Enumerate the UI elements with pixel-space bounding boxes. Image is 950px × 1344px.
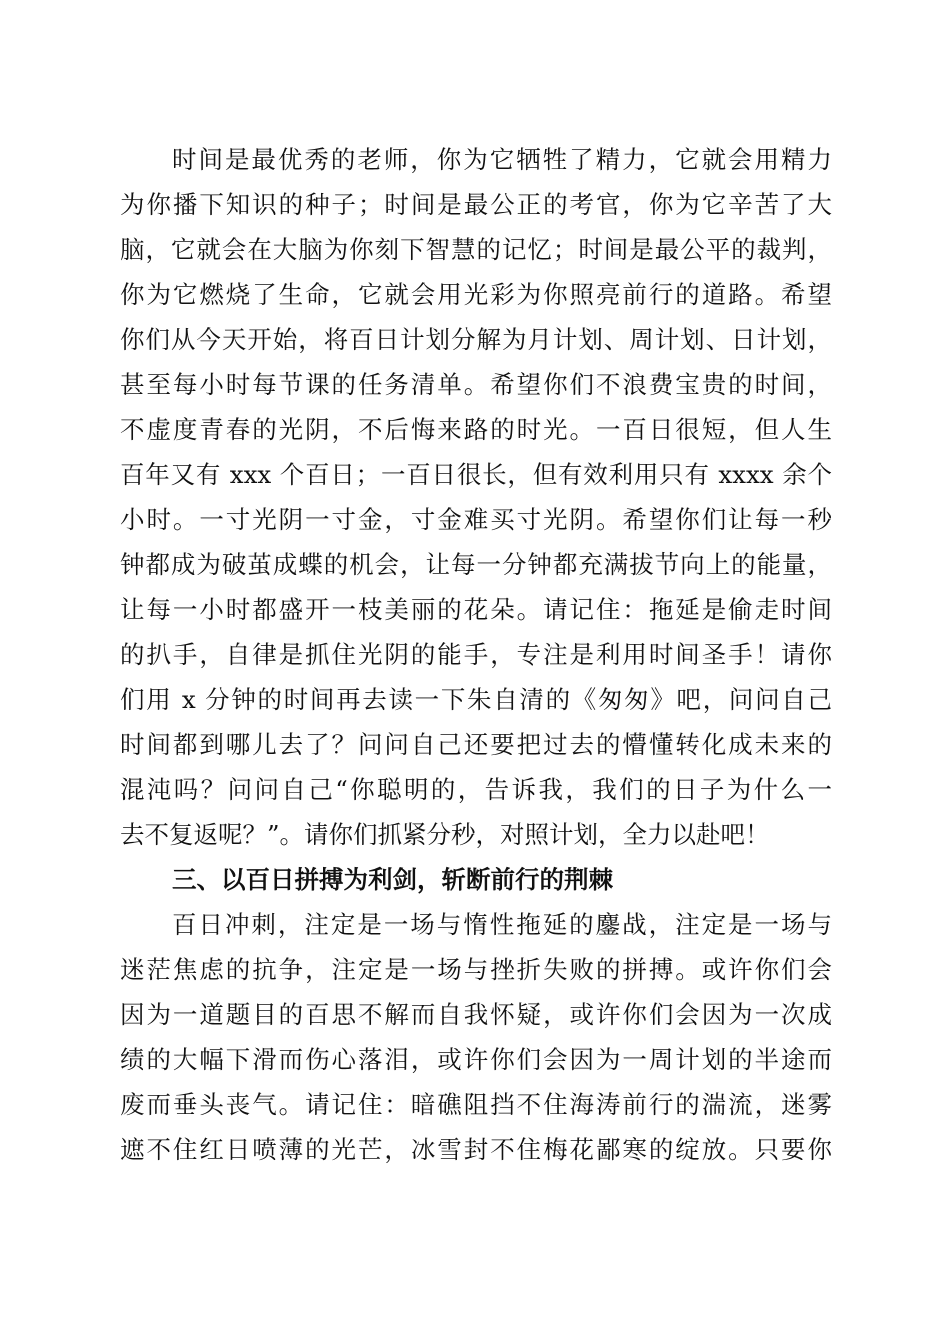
paragraph-1-line-8: 百年又有 xxx 个百日；一百日很长，但有效利用只有 xxxx 余个 (120, 460, 832, 489)
paragraph-1-line-6: 甚至每小时每节课的任务清单。希望你们不浪费宝贵的时间， (120, 370, 832, 399)
paragraph-2-line-3: 因为一道题目的百思不解而自我怀疑，或许你们会因为一次成 (120, 1000, 832, 1029)
section-heading: 三、以百日拼搏为利剑，斩断前行的荆棘 (172, 865, 613, 894)
paragraph-1-line-5: 你们从今天开始，将百日计划分解为月计划、周计划、日计划， (120, 325, 832, 354)
paragraph-1-line-13: 们用 x 分钟的时间再去读一下朱自清的《匆匆》吧，问问自己 (120, 685, 832, 714)
paragraph-2-line-6: 遮不住红日喷薄的光芒，冰雪封不住梅花鄙寒的绽放。只要你 (120, 1135, 832, 1164)
paragraph-1-line-11: 让每一小时都盛开一枝美丽的花朵。请记住：拖延是偷走时间 (120, 595, 832, 624)
paragraph-1-line-15: 混沌吗？问问自己“你聪明的，告诉我，我们的日子为什么一 (120, 775, 832, 804)
paragraph-1-line-10: 钟都成为破茧成蝶的机会，让每一分钟都充满拔节向上的能量， (120, 550, 832, 579)
paragraph-2-line-1: 百日冲刺，注定是一场与惰性拖延的鏖战，注定是一场与 (172, 910, 832, 939)
paragraph-1-line-2: 为你播下知识的种子；时间是最公正的考官，你为它辛苦了大 (120, 190, 832, 219)
paragraph-2-line-5: 废而垂头丧气。请记住：暗礁阻挡不住海涛前行的湍流，迷雾 (120, 1090, 832, 1119)
paragraph-1-line-4: 你为它燃烧了生命，它就会用光彩为你照亮前行的道路。希望 (120, 280, 832, 309)
paragraph-1-line-16: 去不复返呢？”。请你们抓紧分秒，对照计划，全力以赴吧！ (120, 820, 770, 849)
paragraph-1-line-7: 不虚度青春的光阴，不后悔来路的时光。一百日很短，但人生 (120, 415, 832, 444)
paragraph-1-line-12: 的扒手，自律是抓住光阴的能手，专注是利用时间圣手！请你 (120, 640, 832, 669)
paragraph-1-line-14: 时间都到哪儿去了？问问自己还要把过去的懵懂转化成未来的 (120, 730, 832, 759)
paragraph-1-line-1: 时间是最优秀的老师，你为它牺牲了精力，它就会用精力 (172, 145, 832, 174)
paragraph-2-line-2: 迷茫焦虑的抗争，注定是一场与挫折失败的拼搏。或许你们会 (120, 955, 832, 984)
paragraph-1-line-3: 脑，它就会在大脑为你刻下智慧的记忆；时间是最公平的裁判， (120, 235, 832, 264)
paragraph-1-line-9: 小时。一寸光阴一寸金，寸金难买寸光阴。希望你们让每一秒 (120, 505, 832, 534)
paragraph-2-line-4: 绩的大幅下滑而伤心落泪，或许你们会因为一周计划的半途而 (120, 1045, 832, 1074)
